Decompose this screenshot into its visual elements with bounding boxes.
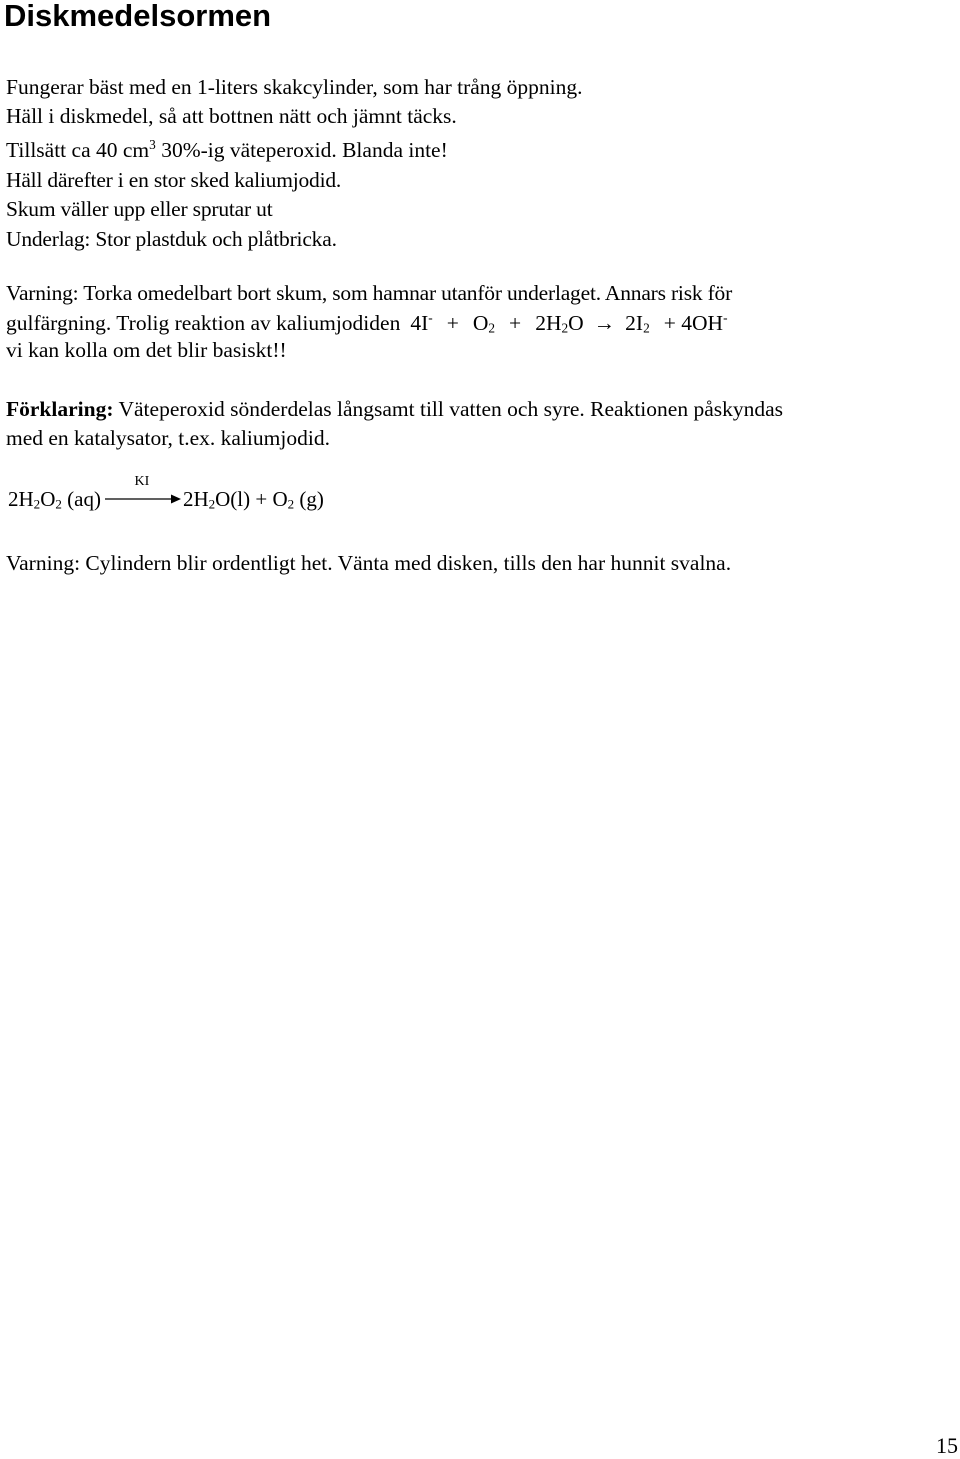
explanation-line-2: med en katalysator, t.ex. kaliumjodid. [6,426,330,450]
warning-line-1: Varning: Torka omedelbart bort skum, som hamnar utanför underlaget. Annars risk för [6,281,733,305]
warning-hot-cylinder: Varning: Cylindern blir ordentligt het. Vänta med disken, tills den har hunnit svalna. [6,551,732,575]
explanation-line-1: Förklaring: Väteperoxid sönderdelas långsamt till vatten och syre. Reaktionen påskyndas [6,397,784,421]
warning-line-2: gulfärgning. Trolig reaktion av kaliumjodiden $4I^- + O_2 + 2H_2O \to 2I_2 + 4OH^-$ [6,309,728,336]
catalyst-label: KI [134,474,150,489]
catalyst-arrow-icon [103,474,181,512]
instruction-peroxide: Tillsätt ca 40 $cm^3$ 30%-ig väteperoxid. Blanda inte! [6,136,448,162]
page-title: Diskmedelsormen [4,0,272,33]
instruction-cylinder: Fungerar bäst med en 1-liters skakcylinder, som har trång öppning. [6,75,583,99]
instruction-detergent: Häll i diskmedel, så att bottnen nätt och jämnt täcks. [6,104,457,128]
warning-line-3: vi kan kolla om det blir basiskt!! [6,338,287,362]
explanation-label: Förklaring: [6,397,114,421]
reaction-equation-iodide: $4I^- + O_2 + 2H_2O \to 2I_2 + 4OH^-$ [410,309,728,336]
instruction-foam: Skum väller upp eller sprutar ut [6,197,273,221]
instruction-underlay: Underlag: Stor plastduk och plåtbricka. [6,227,337,251]
page-number: 15 [936,1433,958,1458]
reaction-arrow-icon: → [593,311,616,335]
reaction-equation-decomposition: $2H_2O_2$ (aq) KI $2H_2O(l) + O_2$ (g) [8,474,324,512]
instruction-iodide: Häll därefter i en stor sked kaliumjodid. [6,168,342,192]
